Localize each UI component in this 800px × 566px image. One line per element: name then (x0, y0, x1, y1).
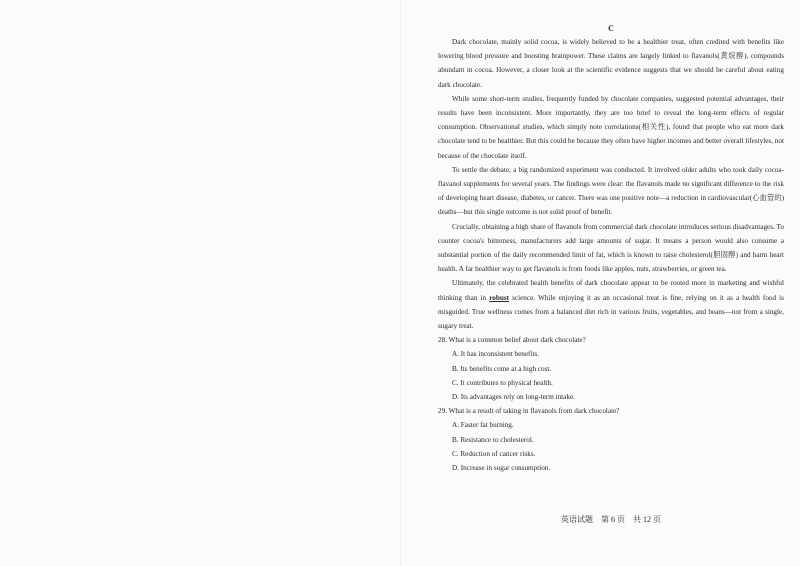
page-fold (400, 0, 401, 566)
option-c: C. Reduction of cancer risks. (452, 449, 536, 458)
page-footer: 英语试题 第 6 页 共 12 页 (561, 515, 661, 524)
question-stem: 29. What is a result of taking in flavanols from dark chocolate? (438, 407, 620, 416)
option-b: B. Its benefits come at a high cost. (452, 364, 552, 373)
paragraph-2: While some short-term studies, frequently funded by chocolate companies, suggested potential advantages, their results have been inconsistent. More importantly, they are too brief to reveal the long-term effects of regular consumption. Observational studies, which simply note correlations(相关性), found that people who eat more dark chocolate tend to be healthier. But this could be because they often have higher incomes and better overall lifestyles, not because of the chocolate itself. (438, 94, 784, 160)
option-b: B. Resistance to cholesterol. (452, 435, 534, 444)
question-28 (438, 333, 784, 404)
paragraph-3: To settle the debate, a big randomized experiment was conducted. It involved older adults who took daily cocoa-flavanol supplements for several years. The findings were clear: the flavanols made no significant difference to the risk of developing heart disease, diabetes, or cancer. There was one positive note—a reduction in cardiovascular(心血管的) deaths—but this single outcome is not solid proof of benefit. (438, 165, 784, 217)
section-label: C (608, 24, 614, 33)
paragraph-4: Crucially, obtaining a high share of flavanols from commercial dark chocolate introduces serious disadvantages. To counter cocoa's bitterness, manufacturers add large amounts of sugar. It means a person would also consume a substantial portion of the daily recommended limit of fat, which is known to raise cholesterol(胆固醇) and harm heart health. A far healthier way to get flavanols is from foods like apples, nuts, strawberries, or green tea. (438, 222, 784, 274)
paragraph-5-start: Ultimately, the celebrated health benefits of dark chocolate appear to be rooted more in marketing and wishful thinking than in (438, 279, 784, 302)
question-stem: 28. What is a common belief about dark chocolate? (438, 336, 586, 345)
option-d: D. Increase in sugar consumption. (452, 464, 551, 473)
highlighted-word: robust (489, 293, 510, 302)
reading-passage-c (438, 22, 784, 475)
option-a: A. It has inconsistent benefits. (452, 350, 540, 359)
question-29 (438, 404, 784, 475)
paragraph-5-end: science. While enjoying it as an occasional treat is fine, relying on it as a health food is misguided. True wellness comes from a balanced diet rich in various fruits, vegetables, and beans—not from a single, sugary treat. (438, 293, 784, 331)
option-c: C. It contributes to physical health. (452, 378, 553, 387)
option-d: D. Its advantages rely on long-term intake. (452, 393, 575, 402)
paragraph-5 (438, 276, 784, 333)
option-a: A. Faster fat burning. (452, 421, 514, 430)
paragraph-1: Dark chocolate, mainly solid cocoa, is widely believed to be a healthier treat, often credited with benefits like lowering blood pressure and boosting brainpower. These claims are largely linked to flavanols(黄烷醇), compounds abundant in cocoa. However, a closer look at the scientific evidence suggests that we should be careful about eating dark chocolate. (438, 38, 784, 89)
